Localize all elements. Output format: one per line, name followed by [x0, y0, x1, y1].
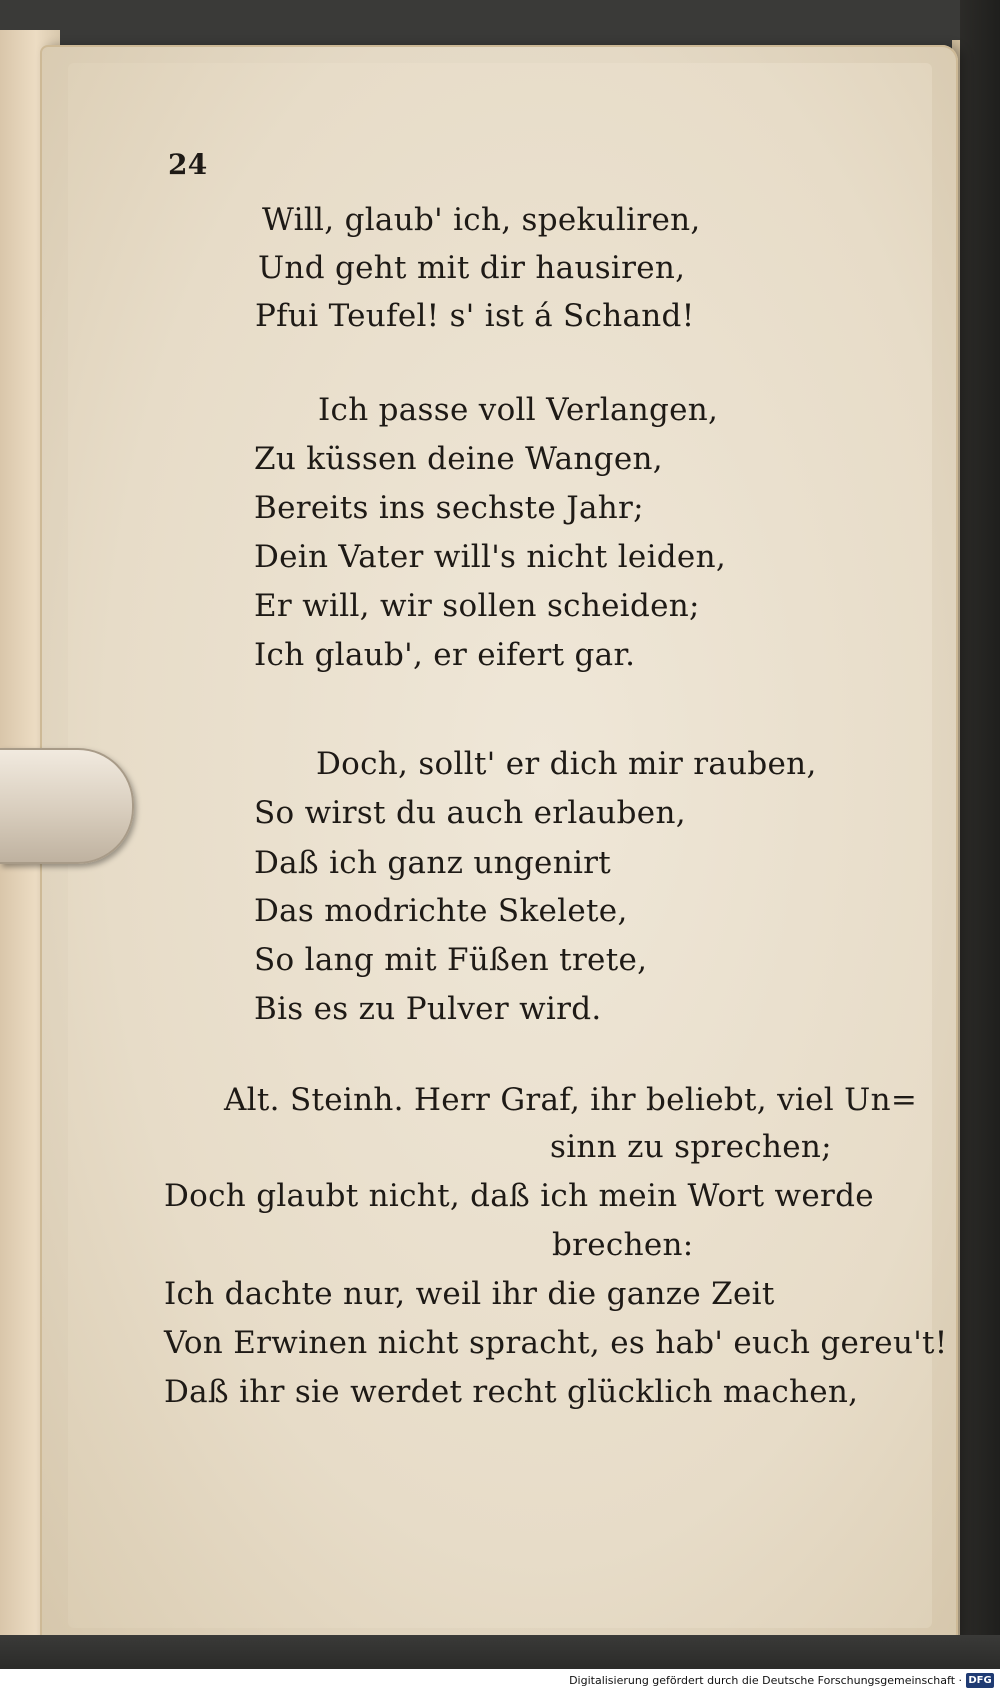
text-line: Von Erwinen nicht spracht, es hab' euch gereu't!: [164, 1325, 948, 1361]
speaker-line: Alt. Steinh. Herr Graf, ihr beliebt, viel Un=: [224, 1082, 918, 1118]
text-line: Ich dachte nur, weil ihr die ganze Zeit: [164, 1276, 775, 1312]
verse-line: Dein Vater will's nicht leiden,: [254, 539, 726, 575]
verse-line: Ich passe voll Verlangen,: [318, 392, 719, 428]
text-line: brechen:: [552, 1227, 694, 1263]
verse-line: Will, glaub' ich, spekuliren,: [262, 202, 701, 238]
verse-line: Daß ich ganz ungenirt: [254, 845, 612, 881]
verse-line: So wirst du auch erlauben,: [254, 795, 686, 831]
book-spine-background: [960, 0, 1000, 1694]
verse-line: Zu küssen deine Wangen,: [254, 441, 663, 477]
verse-line: Doch, sollt' er dich mir rauben,: [316, 746, 817, 782]
verse-line: Bis es zu Pulver wird.: [254, 991, 602, 1027]
verse-line: Und geht mit dir hausiren,: [258, 250, 686, 286]
digitization-footer: [0, 1669, 1000, 1694]
page-number: 24: [168, 148, 208, 181]
verse-line: So lang mit Füßen trete,: [254, 942, 648, 978]
page-clip: [0, 748, 134, 864]
verse-line: Ich glaub', er eifert gar.: [254, 637, 636, 673]
verse-line: Bereits ins sechste Jahr;: [254, 490, 644, 526]
dfg-logo: DFG: [966, 1673, 994, 1688]
text-line: Doch glaubt nicht, daß ich mein Wort werde: [164, 1178, 874, 1214]
text-line: sinn zu sprechen;: [550, 1129, 832, 1165]
footer-credit: Digitalisierung gefördert durch die Deutsche Forschungsgemeinschaft ·: [569, 1674, 962, 1687]
text-line: Daß ihr sie werdet recht glücklich machen,: [164, 1374, 859, 1410]
verse-line: Das modrichte Skelete,: [254, 893, 628, 929]
verse-line: Er will, wir sollen scheiden;: [254, 588, 700, 624]
scan-bottom-edge: [0, 1635, 1000, 1669]
verse-line: Pfui Teufel! s' ist á Schand!: [255, 298, 695, 334]
